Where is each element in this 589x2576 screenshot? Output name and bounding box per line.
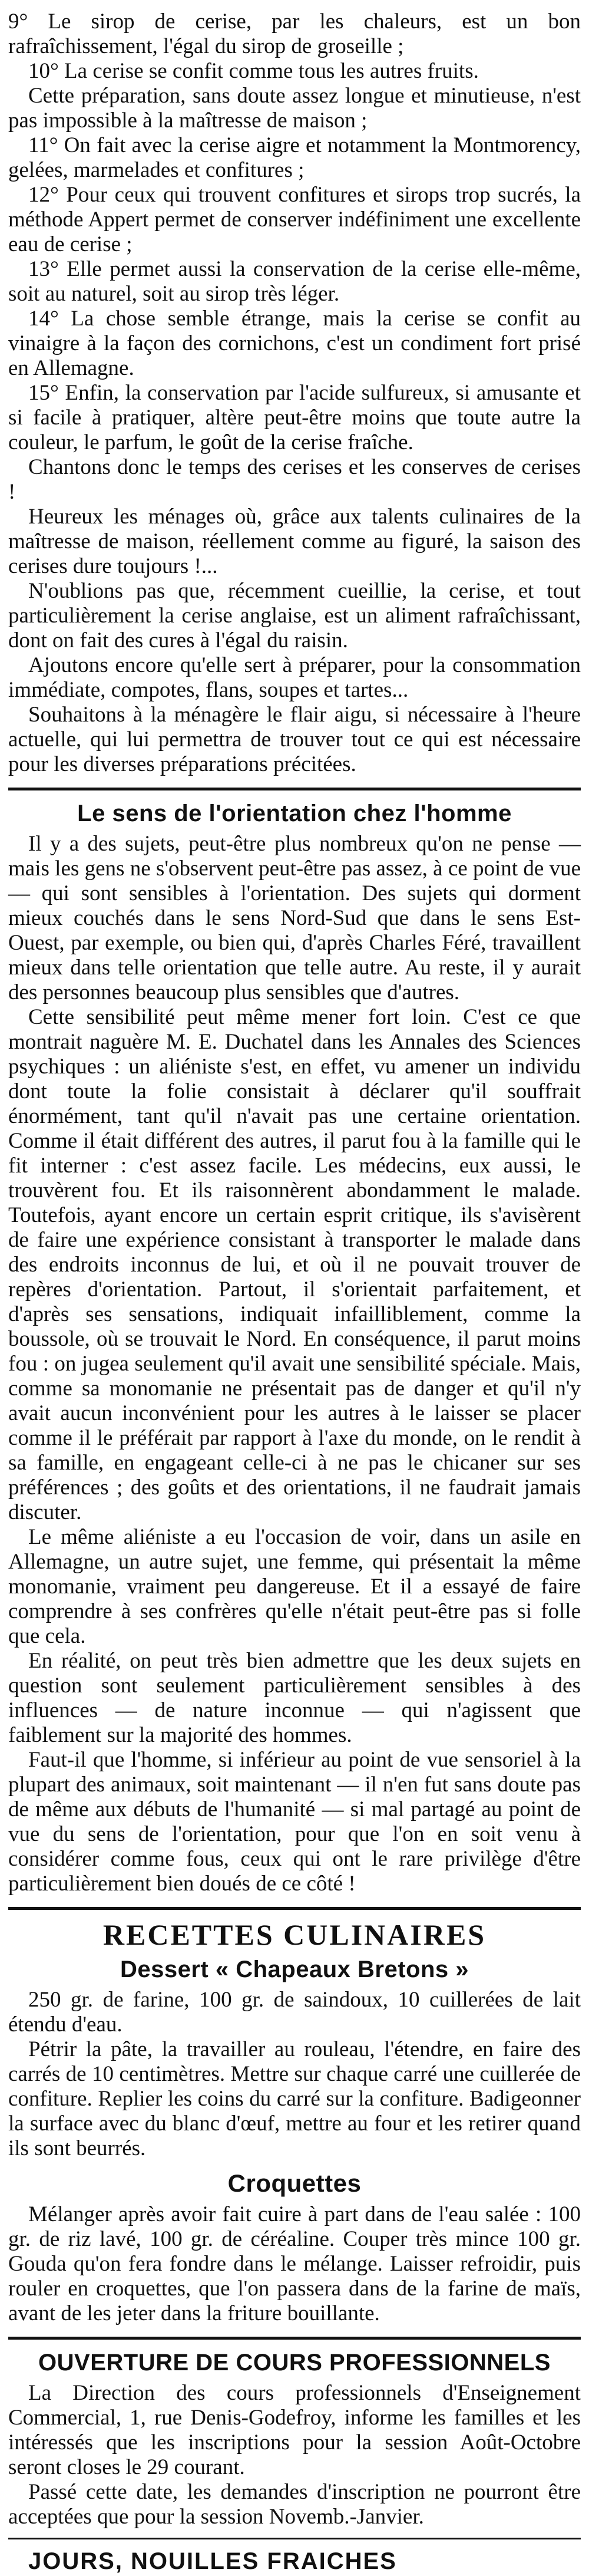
footer-title: JOURS, NOUILLES FRAICHES [28, 2548, 397, 2574]
paragraph: En réalité, on peut très bien admettre que les deux sujets en question sont seulement particulièrement sensibles à des influences — de nature inconnue — qui n'agissent que faiblement sur la majorité des hommes. [8, 1649, 581, 1747]
paragraph: Souhaitons à la ménagère le flair aigu, si nécessaire à l'heure actuelle, qui lui permettra de trouver tout ce qui est nécessaire pour les diverses préparations précitées. [8, 703, 581, 776]
paragraph: 15° Enfin, la conservation par l'acide sulfureux, si amusante et si facile à pratiquer, altère peut-être moins que toute autre la couleur, le parfum, le goût de la cerise fraîche. [8, 381, 581, 454]
paragraph: 250 gr. de farine, 100 gr. de saindoux, 10 cuillerées de lait étendu d'eau. [8, 1988, 581, 2037]
paragraph: Mélanger après avoir fait cuire à part dans de l'eau salée : 100 gr. de riz lavé, 100 gr. de céréaline. Couper très mince 100 gr. Gouda qu'on fera fondre dans le mélange. Laisser refroidir, puis rouler en croquettes, que l'on passera dans de la farine de maïs, avant de les jeter dans la friture bouillante. [8, 2202, 581, 2325]
paragraph: Cette sensibilité peut même mener fort loin. C'est ce que montrait naguère M. E. Duchatel dans les Annales des Sciences psychiques : un aliéniste s'est, en effet, vu amener un individu dont toute la folie consistait à déclarer qu'il souffrait énormément, tant qu'il n'avait pas une certaine orientation. Comme il était différent des autres, il parut fou à la famille qui le fit interner : c'est assez facile. Les médecins, eux aussi, le trouvèrent fou. Et ils raisonnèrent abondamment le malade. Toutefois, ayant encore un certain esprit critique, ils s'avisèrent de faire une expérience consistant à transporter le malade dans des endroits inconnus de lui, et où il ne pouvait trouver de repères d'orientation. Partout, il s'orientait parfaitement, et d'après ses sensations, indiquait infailliblement, comme la boussole, où se trouvait le Nord. En conséquence, il parut moins fou : on jugea seulement qu'il avait une sensibilité spéciale. Mais, comme sa monomanie ne présentait pas de danger et qu'il n'y avait aucun inconvénient pour les autres à le laisser se placer comme il le préférait par rapport à l'axe du monde, on le rendit à sa famille, en engageant celle-ci à ne pas le chicaner sur ses préférences ; des goûts et des orientations, il ne faudrait jamais discuter. [8, 1005, 581, 1524]
paragraph: 9° Le sirop de cerise, par les chaleurs, est un bon rafraîchissement, l'égal du sirop de groseille ; [8, 9, 581, 58]
orientation-section [8, 799, 581, 1896]
paragraph: Cette préparation, sans doute assez longue et minutieuse, n'est pas impossible à la maîtresse de maison ; [8, 84, 581, 133]
paragraph: Faut-il que l'homme, si inférieur au point de vue sensoriel à la plupart des animaux, soit maintenant — il n'en fut sans doute pas de même aux débuts de l'humanité — si mal partagé au point de vue du sens de l'orientation, pour que l'on en soit venu à considérer comme fous, ceux qui ont le rare privilège d'être particulièrement bien doués de ce côté ! [8, 1748, 581, 1896]
paragraph: 10° La cerise se confit comme tous les autres fruits. [28, 59, 479, 83]
cours-section [8, 2348, 581, 2529]
recettes-section [8, 1918, 581, 2326]
paragraph: Ajoutons encore qu'elle sert à préparer, pour la consommation immédiate, compotes, flans, soupes et tartes... [8, 653, 581, 702]
paragraph: Passé cette date, les demandes d'inscription ne pourront être acceptées que pour la session Novemb.-Janvier. [8, 2480, 581, 2529]
paragraph: Le même aliéniste a eu l'occasion de voir, dans un asile en Allemagne, un autre sujet, une femme, qui présentait la même monomanie, vraiment peu dangereuse. Et il a essayé de faire comprendre à ses confrères qu'elle n'était peut-être pas si folle que cela. [8, 1525, 581, 1648]
section-title: RECETTES CULINAIRES [102, 1918, 487, 1951]
paragraph: 11° On fait avec la cerise aigre et notamment la Montmorency, gelées, marmelades et confitures ; [8, 133, 581, 182]
cerise-section [8, 9, 581, 777]
paragraph: Heureux les ménages où, grâce aux talents culinaires de la maîtresse de maison, réellement comme au figuré, la saison des cerises dure toujours !... [8, 505, 581, 578]
paragraph: 12° Pour ceux qui trouvent confitures et sirops trop sucrés, la méthode Appert permet de conserver indéfiniment une excellente eau de cerise ; [8, 183, 581, 256]
section-divider [8, 788, 581, 790]
section-title: OUVERTURE DE COURS PROFESSIONNELS [38, 2350, 551, 2376]
paragraph: Chantons donc le temps des cerises et les conserves de cerises ! [8, 455, 581, 504]
paragraph: 14° La chose semble étrange, mais la cerise se confit au vinaigre à la façon des cornichons, c'est un condiment fort prisé en Allemagne. [8, 307, 581, 380]
section-divider [8, 2538, 581, 2539]
paragraph: Il y a des sujets, peut-être plus nombreux qu'on ne pense — mais les gens ne s'observent peut-être pas assez, à ce point de vue — qui sont sensibles à l'orientation. Des sujets qui dorment mieux couchés dans le sens Nord-Sud que dans le sens Est-Ouest, par exemple, ou bien qui, d'après Charles Féré, travaillent mieux dans telle orientation que telle autre. Au reste, il y aurait des personnes beaucoup plus sensibles que d'autres. [8, 832, 581, 1004]
paragraph: 13° Elle permet aussi la conservation de la cerise elle-même, soit au naturel, soit au sirop très léger. [8, 257, 581, 306]
recipe-title: Croquettes [227, 2169, 362, 2197]
paragraph: La Direction des cours professionnels d'Enseignement Commercial, 1, rue Denis-Godefroy, informe les familles et les intéressés que les inscriptions pour la session Août-Octobre seront closes le 29 courant. [8, 2381, 581, 2479]
paragraph: Pétrir la pâte, la travailler au rouleau, l'étendre, en faire des carrés de 10 centimètres. Mettre sur chaque carré une cuillerée de confiture. Replier les coins du carré sur la confiture. Badigeonner la surface avec du blanc d'œuf, mettre au four et les retirer quand ils sont beurrés. [8, 2037, 581, 2160]
section-divider [8, 2337, 581, 2340]
paragraph: N'oublions pas que, récemment cueillie, la cerise, et tout particulièrement la cerise anglaise, est un aliment rafraîchissant, dont on fait des cures à l'égal du raisin. [8, 579, 581, 653]
article-title: Le sens de l'orientation chez l'homme [77, 801, 512, 826]
section-divider [8, 1907, 581, 1910]
recipe-title: Dessert « Chapeaux Bretons » [120, 1956, 469, 1982]
